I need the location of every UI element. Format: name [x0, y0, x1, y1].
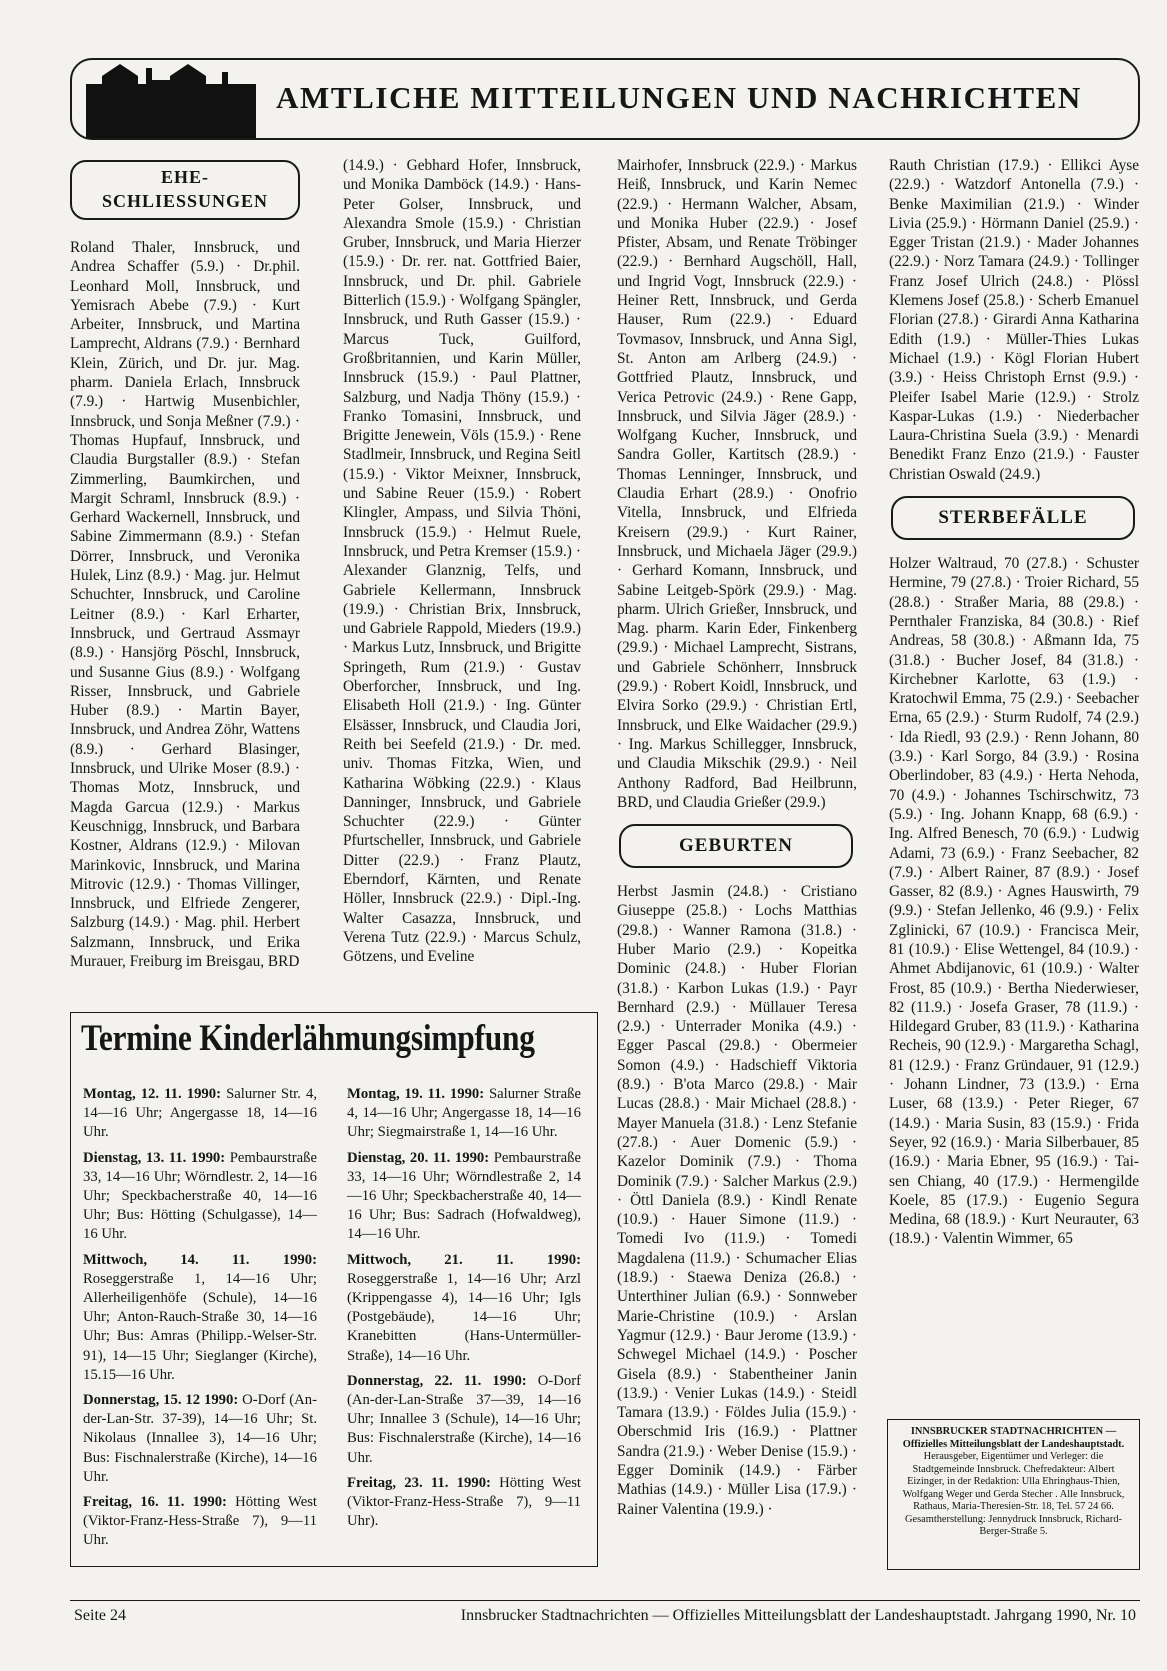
- vaccination-schedule-title: Termine Kinderlähmungsimpfung: [81, 1018, 535, 1059]
- page-number: Seite 24: [74, 1607, 126, 1624]
- section-heading-sterbefaelle: STERBEFÄLLE: [891, 496, 1135, 540]
- vaccination-schedule-box: [70, 1012, 598, 1567]
- schedule-entry: Mittwoch, 14. 11. 1990: Roseggerstraße 1, 14—16 Uhr; Allerheiligenhöfe (Schule), 14—16 Uhr; Anton-Rauch-Straße 30, 14—16 Uhr; Bus: Amras (Philipp.-Welser-Str. 91), 14—15 Uhr; Sieglanger (Kirche), 15.15—16 Uhr.: [83, 1251, 317, 1383]
- schedule-entry: Dienstag, 13. 11. 1990: Pembaurstraße 33, 14—16 Uhr; Wörndlestr. 2, 14—16 Uhr; Speckbacherstraße 40, 14—16 Uhr; Bus: Hötting (Schulgasse), 14—16 Uhr.: [83, 1149, 318, 1243]
- marriages-text-1: Roland Thaler, Innsbruck, und Andrea Schaffer (5.9.) · Dr.phil. Leonhard Moll, Innsbruck, und Yemisrach Abebe (7.9.) · Kurt Arbeiter, Innsbruck, und Martina Lamprecht, Aldrans (7.9.) · Bernhard Klein, Zürich, und Dr. jur. Mag. pharm. Daniela Erlach, Innsbruck (7.9.) · Hartwig Musenbichler, Innsbruck, und Sonja Meßner (7.9.) · Thomas Hupfauf, Innsbruck, und Claudia Burgstaller (8.9.) · Stefan Zimmerling, Baumkirchen, und Margit Schraml, Innsbruck (8.9.) · Gerhard Wackernell, Innsbruck, und Sabine Zimmermann (8.9.) · Stefan Dörrer, Innsbruck, und Veronika Hulek, Linz (8.9.) · Mag. jur. Helmut Schuchter, Innsbruck, und Caroline Leitner (8.9.) · Karl Erharter, Innsbruck, und Gertraud Assmayr (8.9.) · Hansjörg Pöschl, Innsbruck, und Susanne Gius (8.9.) · Wolfgang Risser, Innsbruck, und Gabriele Huber (8.9.) · Martin Bayer, Innsbruck, und Andrea Zöhr, Wattens (8.9.) · Gerhard Blasinger, Innsbruck, und Ulrike Moser (8.9.) · Thomas Motz, Innsbruck, und Magda Garcua (12.9.) · Markus Keuschnigg, Innsbruck, und Barbara Kostner, Aldrans (12.9.) · Milovan Marinkovic, Innsbruck, und Marina Mitrovic (12.9.) · Thomas Villinger, Innsbruck, und Elfriede Zengerer, Salzburg (14.9.) · Mag. phil. Herbert Salzmann, Innsbruck, und Erika Murauer, Freiburg im Breisgau, BRD: [70, 239, 300, 970]
- imprint-heading: INNSBRUCKER STADTNACHRICHTEN — Offizielles Mitteilungsblatt der Landeshauptstadt.: [902, 1426, 1125, 1450]
- heading-line-1: EHE-: [160, 167, 209, 187]
- column-3: [617, 156, 857, 1519]
- schedule-entry: Mittwoch, 21. 11. 1990: Roseggerstraße 1, 14—16 Uhr; Arzl (Krippengasse 4), 14—16 Uhr; Igls (Postgebäude), 14—16 Uhr; Kranebitten (Hans-Untermüller-Straße), 14—16 Uhr.: [347, 1251, 581, 1364]
- page-footer: [70, 1600, 1140, 1624]
- footer-publication-line: Innsbrucker Stadtnachrichten — Offizielles Mitteilungsblatt der Landeshauptstadt. Jahrgang 1990, Nr. 10: [460, 1607, 1136, 1624]
- schedule-entry: Freitag, 16. 11. 1990: Hötting West (Viktor-Franz-Hess-Straße 7), 9—11 Uhr.: [83, 1494, 318, 1549]
- section-heading-geburten: GEBURTEN: [619, 824, 853, 868]
- imprint-box: [887, 1419, 1140, 1570]
- column-4: [889, 156, 1139, 1249]
- births-text-2: Rauth Christian (17.9.) · Ellikci Ayse (22.9.) · Watzdorf Antonella (7.9.) · Benke Maximilian (21.9.) · Winder Livia (25.9.) · Hörmann Daniel (25.9.) · Egger Tristan (21.9.) · Mader Johannes (22.9.) · Norz Tamara (24.9.) · Tollinger Franz Josef Ulrich (24.8.) · Plössl Klemens Josef (25.8.) · Scherb Emanuel Florian (27.8.) · Girardi Anna Katharina Edith (1.9.) · Müller-Thies Lukas Michael (1.9.) · Kögl Florian Hubert (3.9.) · Heiss Christoph Ernst (9.9.) · Pleifer Isabel Marie (12.9.) · Strolz Kaspar-Lukas (1.9.) · Niederbacher Laura-Christina Suela (3.9.) · Menardi Benedikt Franz Enzo (21.9.) · Fauster Christian Oswald (24.9.): [889, 157, 1139, 483]
- schedule-entry: Montag, 12. 11. 1990: Salurner Str. 4, 14—16 Uhr; Angergasse 18, 14—16 Uhr.: [83, 1086, 317, 1141]
- schedule-entry: Donnerstag, 15. 12 1990: O-Dorf (An-der-Lan-Str. 37-39), 14—16 Uhr; St. Nikolaus (Innallee 3), 14—16 Uhr; Bus: Fischnalerstraße (Kirche), 14—16 Uhr.: [83, 1392, 317, 1485]
- page-title: AMTLICHE MITTEILUNGEN UND NACHRICHTEN: [276, 80, 1082, 115]
- city-logo-icon: [86, 62, 256, 138]
- schedule-entry: Freitag, 23. 11. 1990: Hötting West (Viktor-Franz-Hess-Straße 7), 9—11 Uhr).: [347, 1474, 582, 1530]
- section-heading-eheschliessungen: [70, 160, 300, 220]
- schedule-entry: Donnerstag, 22. 11. 1990: O-Dorf (An-der-Lan-Straße 37—39, 14—16 Uhr; Innallee 3 (Schule), 14—16 Uhr; Bus: Fischnalerstraße (Kirche), 14—16 Uhr.: [347, 1372, 582, 1466]
- header-banner: [70, 58, 1140, 140]
- imprint-text: Herausgeber, Eigentümer und Verleger: die Stadtgemeinde Innsbruck. Chefredakteur: Albert Eizinger, in der Redaktion: Ulla Ehringhaus-Thien, Wolfgang Weger und Gerda Stecher . Alle Innsbruck, Rathaus, Maria-Theresien-Str. 18, Tel. 57 24 66. Gesamtherstellung: Jennydruck Innsbruck, Richard-Berger-Straße 5.: [902, 1451, 1125, 1537]
- schedule-column-right: [347, 1085, 581, 1537]
- column-2: [343, 156, 581, 966]
- schedule-entry: Montag, 19. 11. 1990: Salurner Straße 4, 14—16 Uhr; Angergasse 18, 14—16 Uhr; Siegmairstraße 1, 14—16 Uhr.: [347, 1086, 581, 1141]
- marriages-text-2: (14.9.) · Gebhard Hofer, Innsbruck, und Monika Damböck (14.9.) · Hans-Peter Golser, Innsbruck, und Alexandra Smole (15.9.) · Christian Gruber, Innsbruck, und Maria Hierzer (15.9.) · Dr. rer. nat. Gottfried Baier, Innsbruck, und Dr. phil. Gabriele Bitterlich (15.9.) · Wolfgang Spängler, Innsbruck, und Ruth Gasser (15.9.) · Marcus Tuck, Guilford, Großbritannien, und Karin Müller, Innsbruck (15.9.) · Paul Plattner, Salzburg, und Nadja Thöny (15.9.) · Franko Tomasini, Innsbruck, und Brigitte Jenewein, Völs (15.9.) · Rene Stadlmeir, Innsbruck, und Regina Seitl (15.9.) · Viktor Meixner, Innsbruck, und Sabine Reuer (15.9.) · Robert Klingler, Ampass, und Silvia Thöni, Innsbruck (15.9.) · Helmut Ruele, Innsbruck, und Petra Kremser (15.9.) · Alexander Glanznig, Telfs, und Gabriele Kellermann, Innsbruck (19.9.) · Christian Brix, Innsbruck, und Gabriele Rappold, Mieders (19.9.) · Markus Lutz, Innsbruck, und Brigitte Springeth, Rum (21.9.) · Gustav Oberforcher, Innsbruck, und Ing. Elisabeth Holl (21.9.) · Ing. Günter Elsässer, Innsbruck, und Claudia Jori, Reith bei Seefeld (21.9.) · Dr. med. univ. Thomas Fitzka, Wien, und Katharina Wöbking (22.9.) · Klaus Danninger, Innsbruck, und Gabriele Schuchter (22.9.) · Günter Pfurtscheller, Innsbruck, und Gabriele Ditter (22.9.) · Franz Plautz, Eberndorf, Kärnten, und Renate Höller, Innsbruck (22.9.) · Dipl.-Ing. Walter Casazza, Innsbruck, und Verena Tutz (22.9.) · Marcus Schulz, Götzens, und Eveline: [343, 157, 581, 966]
- births-text-1: Herbst Jasmin (24.8.) · Cristiano Giuseppe (25.8.) · Lochs Matthias (29.8.) · Wanner Ramona (31.8.) · Huber Mario (2.9.) · Kopeitka Dominic (24.8.) · Huber Florian (31.8.) · Karbon Lukas (1.9.) · Payr Bernhard (2.9.) · Müllauer Teresa (2.9.) · Unterrader Monika (4.9.) · Egger Pascal (29.8.) · Obermeier Somon (4.9.) · Hadschieff Viktoria (8.9.) · B'ota Marco (29.8.) · Mair Lucas (28.8.) · Mair Michael (28.8.) · Mayer Manuela (31.8.) · Lenz Stefanie (27.8.) · Auer Domenic (5.9.) · Kazelor Dominik (7.9.) · Thoma Dominik (7.9.) · Salcher Markus (2.9.) · Öttl Daniela (8.9.) · Kindl Renate (10.9.) · Hauer Simone (11.9.) · Tomedi Ivo (11.9.) · Tomedi Magdalena (11.9.) · Schumacher Elias (18.9.) · Staewa Deniza (26.8.) · Unterthiner Julian (6.9.) · Sonnweber Marie-Christine (10.9.) · Arslan Yagmur (12.9.) · Baur Jerome (13.9.) · Schwegel Michael (14.9.) · Poscher Gisela (8.9.) · Stabentheiner Janin (13.9.) · Venier Lukas (14.9.) · Steidl Tamara (13.9.) · Földes Julia (15.9.) · Oberschmid Iris (16.9.) · Plattner Sandra (21.9.) · Weber Denise (15.9.) · Egger Dominik (14.9.) · Färber Mathias (14.9.) · Müller Lisa (17.9.) · Rainer Valentina (19.9.) ·: [617, 883, 857, 1518]
- schedule-entry: Dienstag, 20. 11. 1990: Pembaurstraße 33, 14—16 Uhr; Wörndlestraße 2, 14—16 Uhr; Speckbacherstraße 40, 14—16 Uhr; Bus: Sadrach (Hofwaldweg), 14—16 Uhr.: [347, 1149, 582, 1243]
- heading-line-2: SCHLIESSUNGEN: [101, 191, 269, 211]
- column-1: [70, 160, 300, 971]
- schedule-column-left: [83, 1085, 317, 1557]
- deaths-text: Holzer Waltraud, 70 (27.8.) · Schuster Hermine, 79 (27.8.) · Troier Richard, 55 (28.8.) · Straßer Maria, 88 (29.8.) · Pernthaler Franziska, 84 (30.8.) · Rief Andreas, 58 (30.8.) · Aßmann Ida, 75 (31.8.) · Bucher Josef, 84 (31.8.) · Kirchebner Karlotte, 63 (1.9.) · Kratochwil Emma, 75 (2.9.) · Seebacher Erna, 65 (2.9.) · Sturm Rudolf, 74 (2.9.) · Ida Riedl, 93 (2.9.) · Renn Johann, 80 (3.9.) · Karl Sorgo, 84 (3.9.) · Rosina Oberlindober, 83 (4.9.) · Herta Nehoda, 70 (4.9.) · Johannes Tschirschwitz, 73 (5.9.) · Ing. Johann Knapp, 68 (6.9.) · Ing. Alfred Benesch, 70 (6.9.) · Ludwig Adami, 73 (6.9.) · Franz Seebacher, 82 (7.9.) · Albert Rainer, 87 (8.9.) · Josef Gasser, 82 (8.9.) · Agnes Hauswirth, 79 (9.9.) · Stefan Jellenko, 46 (9.9.) · Felix Zglinicki, 67 (10.9.) · Francisca Meir, 81 (10.9.) · Elise Wettengel, 84 (10.9.) · Ahmet Abdijanovic, 61 (10.9.) · Walter Frost, 85 (10.9.) · Bertha Niederwieser, 82 (11.9.) · Josefa Graser, 78 (11.9.) · Hildegard Gruber, 83 (11.9.) · Katharina Recheis, 90 (12.9.) · Margaretha Schagl, 81 (12.9.) · Franz Gründauer, 91 (12.9.) · Johann Lindner, 73 (13.9.) · Erna Luser, 68 (13.9.) · Peter Rieger, 67 (14.9.) · Maria Susin, 83 (15.9.) · Frida Seyer, 92 (16.9.) · Maria Silberbauer, 85 (16.9.) · Maria Ebner, 95 (16.9.) · Tai-sen Chiang, 40 (17.9.) · Hermengilde Koele, 85 (17.9.) · Eugenio Segura Medina, 68 (18.9.) · Kurt Neurauter, 63 (18.9.) · Valentin Wimmer, 65: [889, 555, 1139, 1248]
- marriages-text-3: Mairhofer, Innsbruck (22.9.) · Markus Heiß, Innsbruck, und Karin Nemec (22.9.) · Hermann Walcher, Absam, und Monika Huber (22.9.) · Josef Pfister, Absam, und Renate Tröbinger (22.9.) · Bernhard Augschöll, Hall, und Ingrid Vogt, Innsbruck (22.9.) · Heiner Rett, Innsbruck, und Gerda Hauser, Rum (22.9.) · Eduard Tovmasov, Innsbruck, und Anna Sigl, St. Anton am Arlberg (24.9.) · Gottfried Plautz, Innsbruck, und Verica Petrovic (24.9.) · Rene Gapp, Innsbruck, und Silvia Jäger (28.9.) · Wolfgang Kucher, Innsbruck, und Sandra Goller, Kartitsch (28.9.) · Thomas Lenninger, Innsbruck, und Claudia Erhart (28.9.) · Onofrio Vitella, Innsbruck, und Elfrieda Kreisern (29.9.) · Kurt Rainer, Innsbruck, und Michaela Jäger (29.9.) · Gerhard Komann, Innsbruck, und Sabine Leitgeb-Spörk (29.9.) · Mag. pharm. Ulrich Grießer, Innsbruck, und Mag. pharm. Karin Eder, Finkenberg (29.9.) · Michael Lamprecht, Sistrans, und Gabriele Schönherr, Innsbruck (29.9.) · Robert Koidl, Innsbruck, und Elvira Sorko (29.9.) · Christian Ertl, Innsbruck, und Elke Waidacher (29.9.) · Ing. Markus Schillegger, Innsbruck, und Claudia Mikschik (29.9.) · Neil Anthony Radford, Bad Heilbrunn, BRD, und Claudia Grießer (29.9.): [617, 157, 857, 811]
